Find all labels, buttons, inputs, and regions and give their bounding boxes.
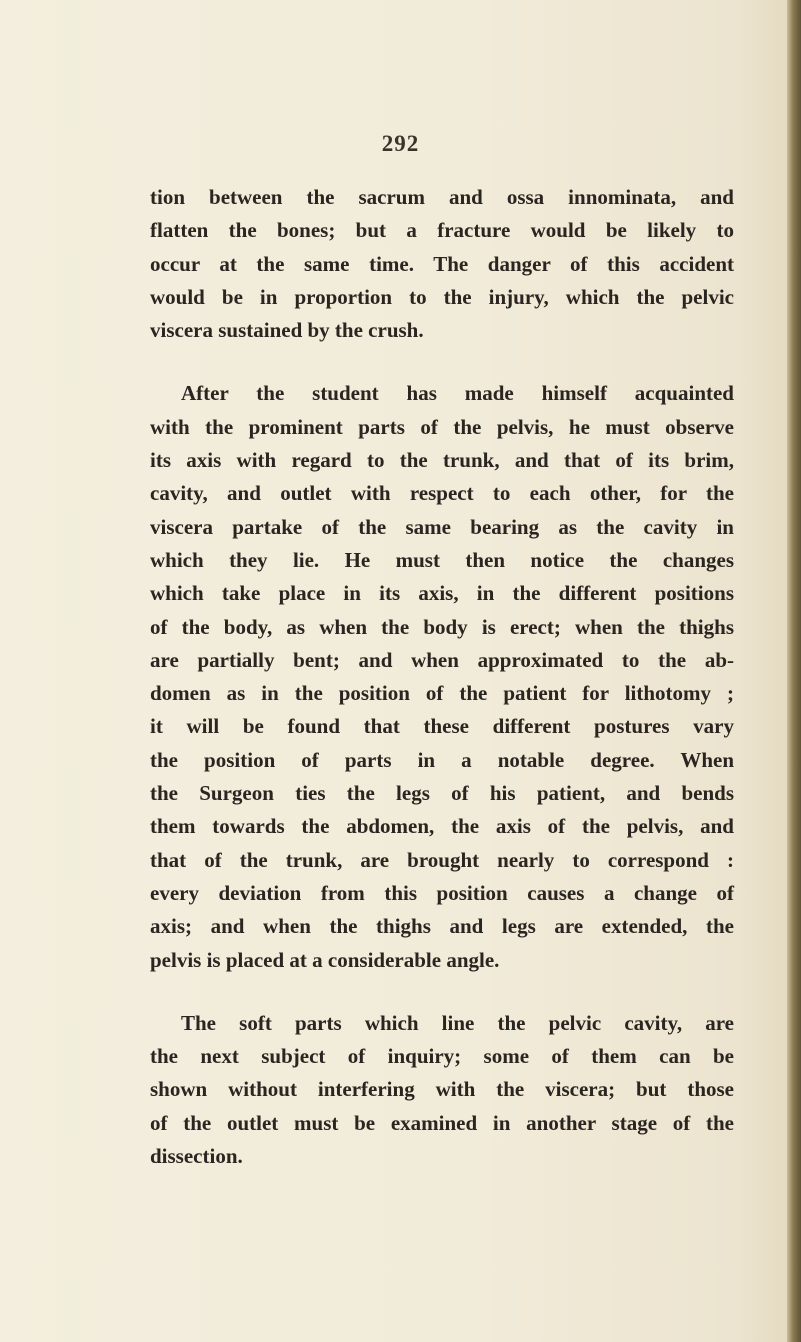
text-line: of the body, as when the body is erect; when the thighs: [150, 614, 734, 639]
text-line: that of the trunk, are brought nearly to correspond :: [150, 847, 734, 872]
text-line: dissection.: [150, 1144, 243, 1169]
text-line: tion between the sacrum and ossa innominata, and: [150, 185, 734, 209]
text-line: with the prominent parts of the pelvis, he must observe: [150, 414, 734, 439]
text-line: it will be found that these different postures vary: [150, 714, 734, 739]
text-line: viscera partake of the same bearing as the cavity in: [150, 514, 734, 539]
text-line: would be in proportion to the injury, which the pelvic: [150, 284, 734, 309]
text-line: are partially bent; and when approximated to the ab-: [150, 647, 734, 672]
page-edge-binding: [787, 0, 801, 1342]
paragraph-1: [150, 181, 734, 347]
paragraph-gap: [150, 977, 734, 1007]
text-line: flatten the bones; but a fracture would be likely to: [150, 218, 734, 243]
paragraph-gap: [150, 347, 734, 377]
paragraph-3: [150, 1007, 734, 1173]
paragraph-2: [150, 377, 734, 976]
body-text: [150, 181, 734, 1173]
text-line: The soft parts which line the pelvic cavity, are: [181, 1010, 734, 1035]
text-line: the Surgeon ties the legs of his patient, and bends: [150, 781, 734, 806]
text-line: cavity, and outlet with respect to each other, for the: [150, 481, 734, 506]
text-line: After the student has made himself acquainted: [181, 381, 734, 406]
text-line: viscera sustained by the crush.: [150, 318, 424, 343]
page-number: 292: [381, 131, 420, 156]
text-line: shown without interfering with the viscera; but those: [150, 1077, 734, 1102]
text-line: the position of parts in a notable degree. When: [150, 747, 734, 772]
text-line: every deviation from this position causes a change of: [150, 880, 734, 905]
text-line: axis; and when the thighs and legs are extended, the: [150, 914, 734, 939]
text-line: its axis with regard to the trunk, and that of its brim,: [150, 448, 734, 473]
text-line: the next subject of inquiry; some of them can be: [150, 1044, 734, 1069]
text-line: which take place in its axis, in the different positions: [150, 581, 734, 606]
text-line: which they lie. He must then notice the changes: [150, 547, 734, 572]
text-line: them towards the abdomen, the axis of the pelvis, and: [150, 814, 734, 839]
text-line: pelvis is placed at a considerable angle.: [150, 947, 500, 972]
text-line: occur at the same time. The danger of this accident: [150, 251, 734, 276]
text-line: domen as in the position of the patient for lithotomy ;: [150, 681, 734, 706]
text-line: of the outlet must be examined in another stage of the: [150, 1110, 734, 1135]
